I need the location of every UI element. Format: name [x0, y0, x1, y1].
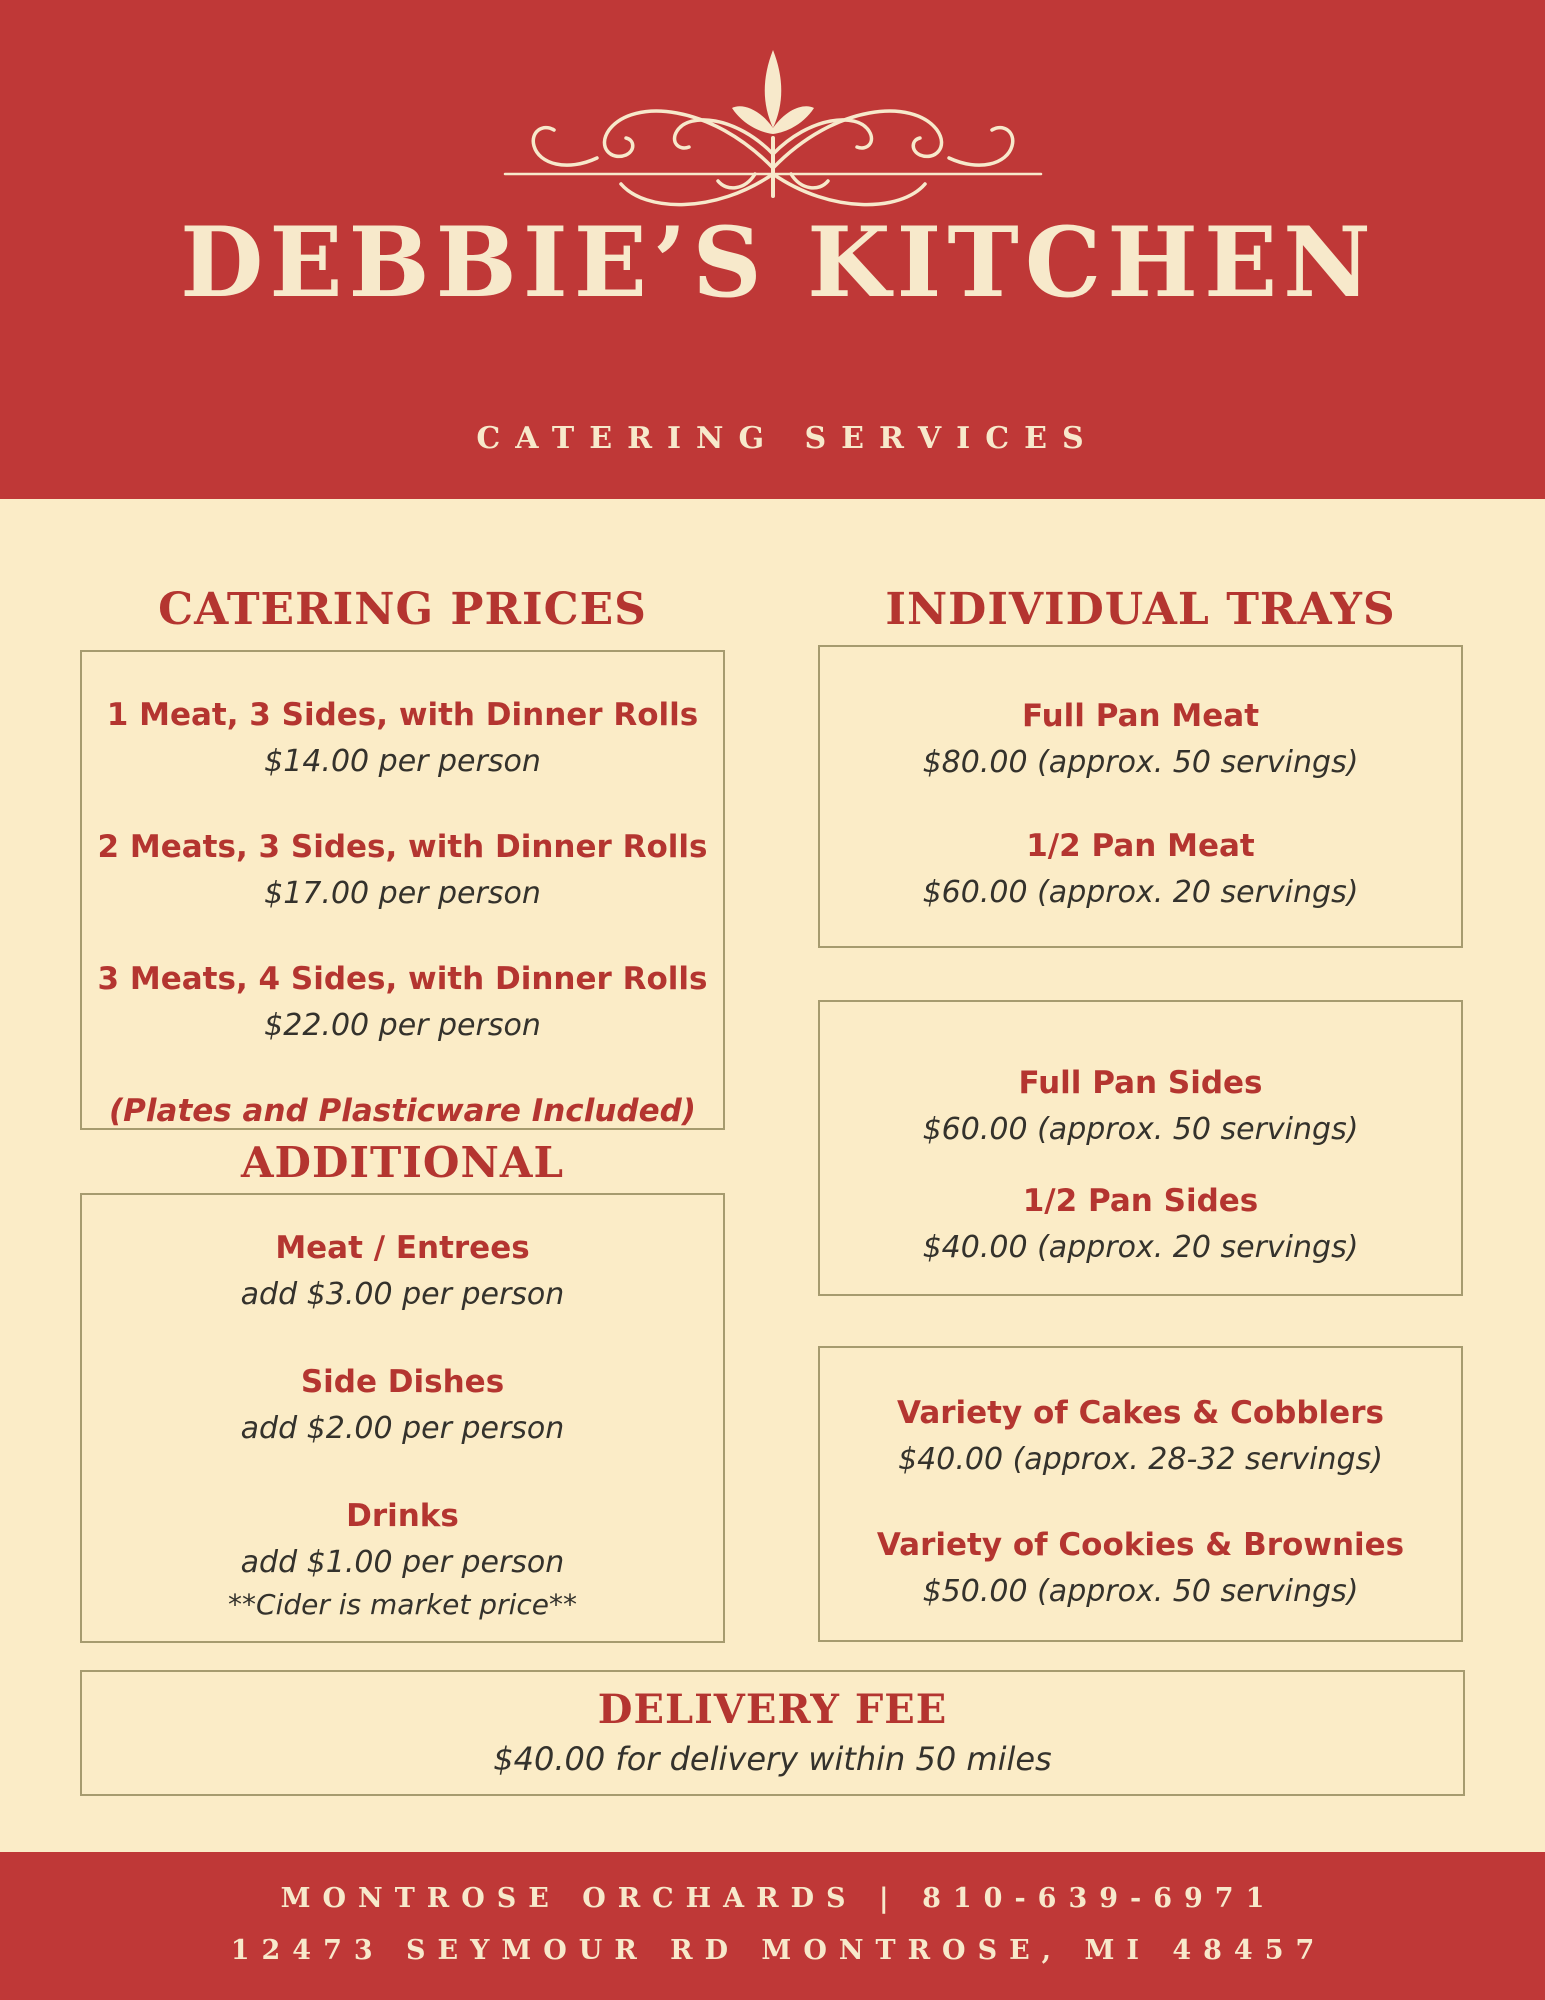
- sides-trays-box: [818, 1000, 1463, 1296]
- menu-item-name: Variety of Cookies & Brownies: [876, 1527, 1405, 1563]
- menu-item-name: Full Pan Meat: [1021, 698, 1260, 734]
- footer-band: [0, 1852, 1545, 2000]
- menu-item: [82, 828, 723, 914]
- menu-item: [820, 1064, 1461, 1150]
- menu-item-name: 1/2 Pan Sides: [1022, 1183, 1259, 1219]
- menu-item-name: Meat / Entrees: [275, 1230, 530, 1266]
- flourish-ornament-icon: [493, 46, 1053, 218]
- menu-item-price: add $2.00 per person: [240, 1411, 565, 1446]
- menu-item-price: $14.00 per person: [264, 744, 541, 779]
- page-subtitle: CATERING SERVICES: [476, 421, 1099, 456]
- menu-item-price: $50.00 (approx. 50 servings): [922, 1574, 1359, 1609]
- individual-trays-heading: INDIVIDUAL TRAYS: [885, 584, 1396, 635]
- additional-box: [80, 1193, 725, 1643]
- menu-item: [82, 1229, 723, 1315]
- menu-item-price: add $1.00 per person: [240, 1545, 565, 1580]
- menu-item-name: 3 Meats, 4 Sides, with Dinner Rolls: [97, 961, 708, 997]
- delivery-fee-heading: DELIVERY FEE: [597, 1686, 948, 1733]
- menu-item-price: $22.00 per person: [264, 1008, 541, 1043]
- menu-item-name: Drinks: [346, 1498, 459, 1534]
- menu-item-price: $40.00 (approx. 20 servings): [922, 1230, 1359, 1265]
- menu-item: [820, 1394, 1461, 1480]
- footer-contact-line: MONTROSE ORCHARDS | 810-639-6971: [280, 1883, 1277, 1914]
- menu-item-name: 2 Meats, 3 Sides, with Dinner Rolls: [97, 829, 708, 865]
- menu-item-price: $60.00 (approx. 50 servings): [922, 1112, 1359, 1147]
- menu-item: [820, 1526, 1461, 1612]
- menu-item-price: $80.00 (approx. 50 servings): [922, 745, 1359, 780]
- catering-prices-heading: CATERING PRICES: [158, 584, 647, 635]
- menu-item-name: 1 Meat, 3 Sides, with Dinner Rolls: [106, 697, 699, 733]
- menu-item-name: 1/2 Pan Meat: [1026, 828, 1255, 864]
- page-title: DEBBIE’S KITCHEN: [180, 206, 1377, 319]
- menu-item: [82, 696, 723, 782]
- menu-item: [820, 827, 1461, 913]
- menu-item: [82, 960, 723, 1046]
- menu-item-name: Side Dishes: [300, 1364, 505, 1400]
- cider-market-price-note: **Cider is market price**: [228, 1588, 577, 1621]
- menu-item: [820, 697, 1461, 783]
- menu-item-price: add $3.00 per person: [240, 1277, 565, 1312]
- delivery-fee-box: [80, 1670, 1465, 1796]
- menu-item-price: $60.00 (approx. 20 servings): [922, 875, 1359, 910]
- footer-address-line: 12473 SEYMOUR RD MONTROSE, MI 48457: [230, 1935, 1327, 1966]
- menu-item-name: Variety of Cakes & Cobblers: [897, 1395, 1384, 1431]
- header-band: [0, 0, 1545, 499]
- plates-included-note: (Plates and Plasticware Included): [109, 1093, 696, 1129]
- menu-item-price: $17.00 per person: [264, 876, 541, 911]
- menu-item: [82, 1497, 723, 1623]
- menu-item: [82, 1363, 723, 1449]
- meat-trays-box: [818, 645, 1463, 948]
- menu-item: [820, 1182, 1461, 1268]
- delivery-fee-detail: $40.00 for delivery within 50 miles: [493, 1740, 1052, 1778]
- catering-prices-box: [80, 650, 725, 1130]
- menu-item-price: $40.00 (approx. 28-32 servings): [898, 1442, 1383, 1477]
- additional-heading: ADDITIONAL: [240, 1138, 565, 1187]
- menu-item-name: Full Pan Sides: [1018, 1065, 1263, 1101]
- desserts-trays-box: [818, 1346, 1463, 1642]
